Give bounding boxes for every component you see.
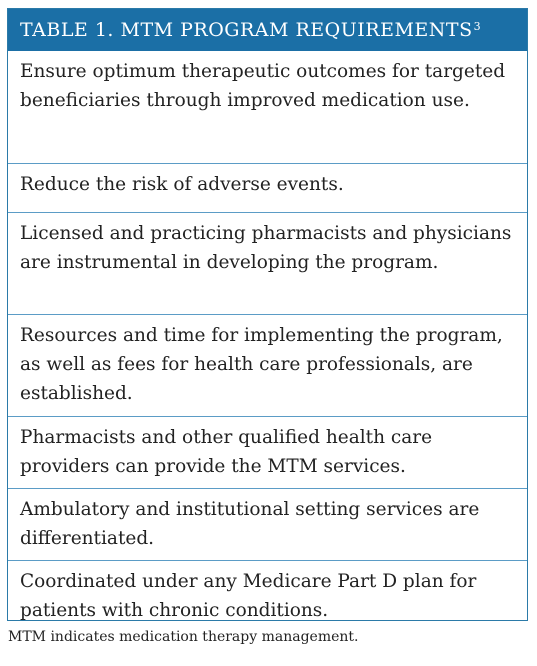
row-text: Licensed and practicing pharmacists and physicians are instrumental in developing the program. bbox=[20, 223, 512, 273]
row-text: Ensure optimum therapeutic outcomes for targeted beneficiaries through improved medication use. bbox=[20, 61, 506, 111]
table-row bbox=[8, 212, 527, 314]
row-text: Ambulatory and institutional setting services are differentiated. bbox=[20, 499, 480, 549]
table-row bbox=[8, 416, 527, 488]
table-title: TABLE 1. MTM PROGRAM REQUIREMENTS bbox=[20, 19, 473, 41]
table-header bbox=[8, 9, 527, 51]
row-text: Coordinated under any Medicare Part D plan for patients with chronic conditions. bbox=[20, 571, 477, 621]
table-row bbox=[8, 314, 527, 416]
row-text: Resources and time for implementing the program, as well as fees for health care professionals, are established. bbox=[20, 325, 503, 404]
table-row bbox=[8, 560, 527, 621]
table-row bbox=[8, 163, 527, 212]
row-text: Reduce the risk of adverse events. bbox=[20, 174, 344, 195]
row-text: Pharmacists and other qualified health care providers can provide the MTM services. bbox=[20, 427, 433, 477]
table-row bbox=[8, 51, 527, 163]
table-row bbox=[8, 488, 527, 560]
requirements-table bbox=[7, 8, 528, 621]
table-footnote: MTM indicates medication therapy management. bbox=[8, 629, 359, 645]
title-footnote-marker: 3 bbox=[473, 19, 482, 33]
